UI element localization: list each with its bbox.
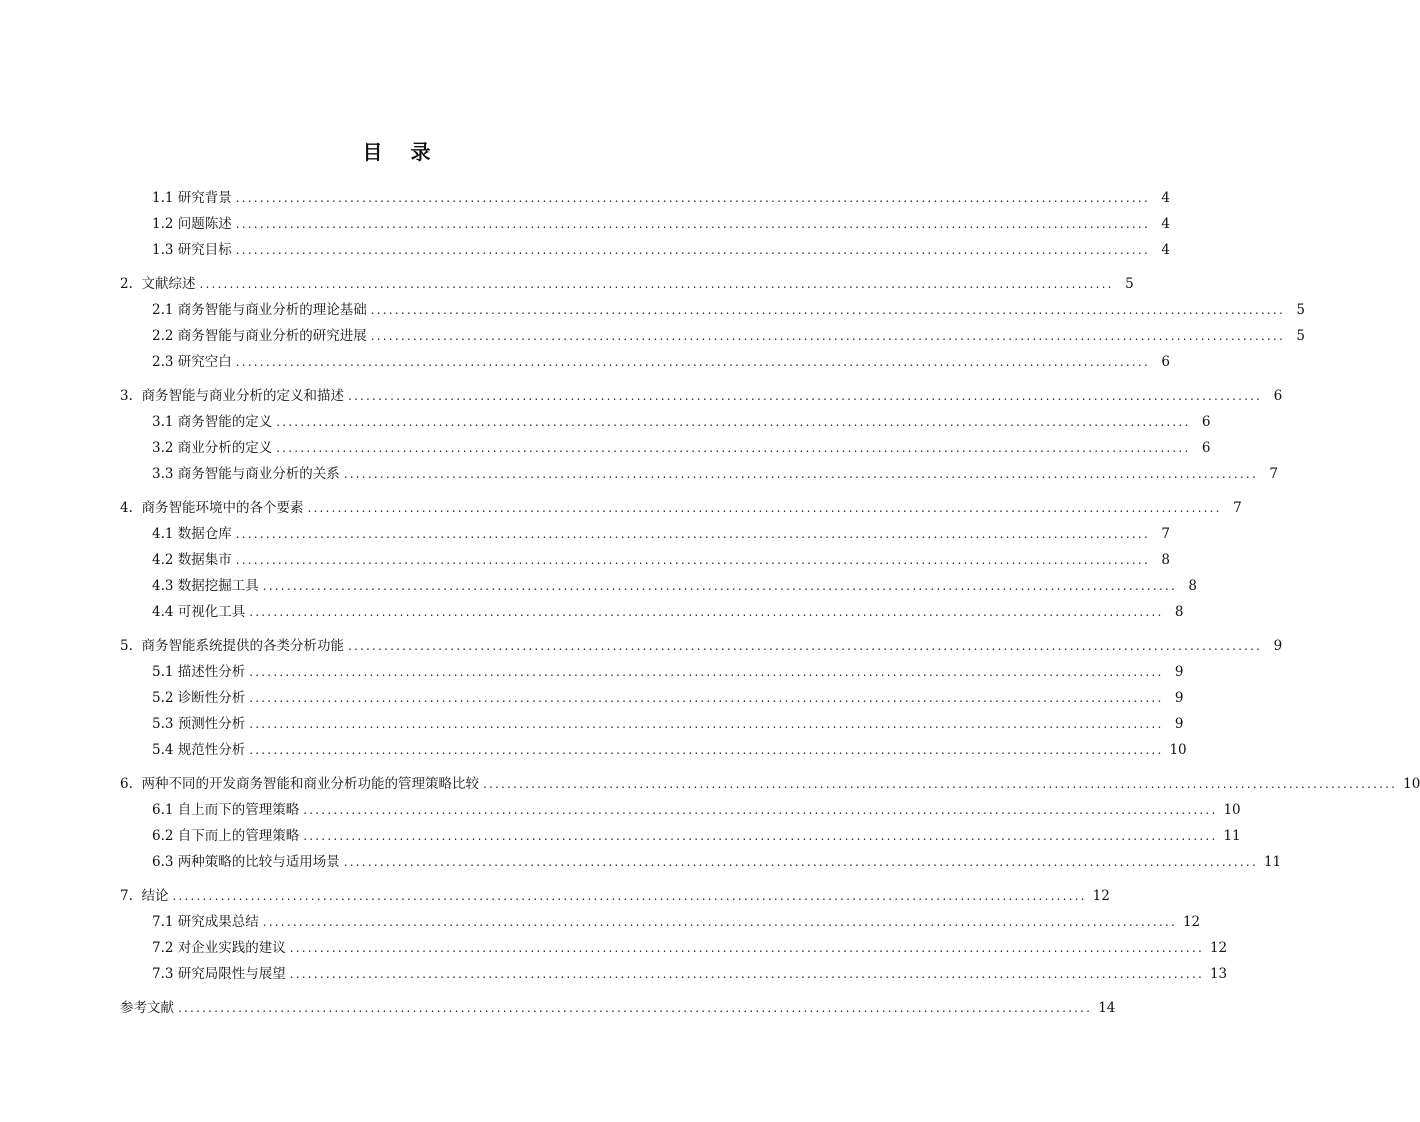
toc-entry-number: 5.1 (152, 664, 178, 680)
toc-section-entry[interactable] (0, 937, 1228, 959)
toc-page-number: 10 (1403, 776, 1420, 792)
toc-section-entry[interactable] (0, 549, 1170, 571)
toc-entry-number: 5.2 (152, 690, 178, 706)
toc-dot-leader: ........................................................................................................................................................ (235, 191, 1150, 205)
toc-dot-leader: ........................................................................................................................................................ (262, 915, 1177, 929)
toc-dot-leader: ........................................................................................................................................................ (347, 639, 1263, 653)
toc-entry-number: 3. (120, 388, 142, 404)
toc-entry-number: 4.4 (152, 604, 178, 620)
toc-chapter-entry[interactable] (0, 635, 1283, 657)
toc-entry-number: 5.3 (152, 716, 178, 732)
toc-entry-number: 5. (120, 638, 142, 654)
toc-entry-line (120, 997, 1116, 1019)
toc-entry-title: 两种策略的比较与适用场景 (177, 854, 340, 870)
toc-entry-number: 7. (120, 888, 142, 904)
toc-entry-line (152, 411, 1211, 433)
toc-entry-line (152, 799, 1241, 821)
toc-chapter-entry[interactable] (0, 497, 1242, 519)
toc-entry-line (152, 325, 1305, 347)
toc-dot-leader: ........................................................................................................................................................ (347, 389, 1263, 403)
toc-section-entry[interactable] (0, 575, 1197, 597)
toc-entry-number: 5.4 (152, 742, 178, 758)
toc-entry-line (120, 635, 1283, 657)
toc-entry-line (152, 351, 1170, 373)
toc-entry-title: 可视化工具 (177, 604, 246, 620)
toc-entry-title: 数据挖掘工具 (177, 578, 259, 594)
toc-dot-leader: ........................................................................................................................................................ (276, 415, 1191, 429)
toc-dot-leader: ........................................................................................................................................................ (199, 277, 1114, 291)
toc-page-number: 12 (1182, 914, 1201, 930)
toc-page-number: 13 (1209, 966, 1228, 982)
toc-entry-number: 4.2 (152, 552, 178, 568)
page-title-part-2: 录 (410, 140, 431, 164)
toc-entry-title: 商务智能与商业分析的定义和描述 (141, 388, 344, 404)
toc-entry-title: 问题陈述 (177, 216, 232, 232)
toc-page-number: 14 (1098, 1000, 1116, 1016)
toc-dot-leader: ........................................................................................................................................................ (178, 1001, 1093, 1015)
toc-entry-title: 自上而下的管理策略 (177, 802, 300, 818)
toc-entry-title: 商务智能与商业分析的研究进展 (177, 328, 367, 344)
toc-dot-leader: ........................................................................................................................................................ (249, 743, 1164, 757)
toc-entry-number: 2.3 (152, 354, 178, 370)
toc-entry-number: 3.1 (152, 414, 178, 430)
toc-entry-line (152, 963, 1228, 985)
toc-section-entry[interactable] (0, 213, 1170, 235)
toc-entry-number: 6.1 (152, 802, 178, 818)
toc-entry-line (120, 885, 1110, 907)
toc-dot-leader: ........................................................................................................................................................ (482, 777, 1398, 791)
toc-page-number: 4 (1161, 216, 1170, 232)
toc-entry-title: 数据仓库 (177, 526, 232, 542)
toc-dot-leader: ........................................................................................................................................................ (276, 441, 1191, 455)
toc-entry-number: 4. (120, 500, 142, 516)
toc-entry-line (152, 601, 1184, 623)
toc-section-entry[interactable] (0, 739, 1187, 761)
toc-entry-number: 4.1 (152, 526, 178, 542)
toc-page-number: 6 (1201, 414, 1211, 430)
toc-entry-title: 两种不同的开发商务智能和商业分析功能的管理策略比较 (141, 776, 479, 792)
toc-page-number: 11 (1223, 828, 1241, 844)
toc-entry-title: 描述性分析 (177, 664, 246, 680)
toc-dot-leader: ........................................................................................................................................................ (235, 355, 1150, 369)
toc-section-entry[interactable] (0, 325, 1305, 347)
toc-entry-title: 商务智能的定义 (177, 414, 273, 430)
toc-entry-number: 7.1 (152, 914, 178, 930)
toc-page-number: 7 (1233, 500, 1242, 516)
toc-section-entry[interactable] (0, 299, 1305, 321)
toc-entry-line (152, 549, 1170, 571)
toc-entry-line (152, 299, 1305, 321)
toc-entry-line (120, 385, 1283, 407)
toc-page-number: 8 (1188, 578, 1197, 594)
toc-dot-leader: ........................................................................................................................................................ (235, 553, 1150, 567)
toc-page-number: 9 (1174, 716, 1184, 732)
toc-page-number: 5 (1296, 302, 1305, 318)
toc-entry-line (152, 937, 1228, 959)
toc-dot-leader: ........................................................................................................................................................ (289, 941, 1204, 955)
toc-entry-number: 2. (120, 276, 142, 292)
toc-section-entry[interactable] (0, 825, 1241, 847)
toc-dot-leader: ........................................................................................................................................................ (289, 967, 1204, 981)
toc-page-number: 12 (1092, 888, 1110, 904)
toc-section-entry[interactable] (0, 661, 1184, 683)
toc-dot-leader: ........................................................................................................................................................ (343, 467, 1258, 481)
toc-entry-line (120, 773, 1420, 795)
toc-entry-line (152, 825, 1241, 847)
toc-entry-title: 诊断性分析 (177, 690, 246, 706)
toc-section-entry[interactable] (0, 351, 1170, 373)
toc-entry-line (152, 739, 1187, 761)
toc-entry-number: 1.3 (152, 242, 178, 258)
toc-page-number: 8 (1174, 604, 1184, 620)
toc-entry-title: 研究成果总结 (177, 914, 259, 930)
toc-section-entry[interactable] (0, 601, 1184, 623)
toc-page-number: 11 (1263, 854, 1282, 870)
toc-entry-title: 商务智能环境中的各个要素 (141, 500, 304, 516)
toc-dot-leader: ........................................................................................................................................................ (262, 579, 1177, 593)
toc-entry-title: 研究目标 (177, 242, 232, 258)
toc-entry-number: 6.3 (152, 854, 178, 870)
toc-entry-line (152, 239, 1170, 261)
toc-chapter-entry[interactable] (0, 773, 1420, 795)
toc-section-entry[interactable] (0, 687, 1184, 709)
toc-entry-number: 6. (120, 776, 142, 792)
toc-entry-title: 对企业实践的建议 (177, 940, 286, 956)
toc-entry-title: 数据集市 (177, 552, 232, 568)
toc-dot-leader: ........................................................................................................................................................ (307, 501, 1222, 515)
toc-entry-title: 商务智能系统提供的各类分析功能 (141, 638, 344, 654)
toc-section-entry[interactable] (0, 911, 1201, 933)
toc-dot-leader: ........................................................................................................................................................ (303, 829, 1218, 843)
toc-entry-title: 商务智能与商业分析的关系 (177, 466, 340, 482)
toc-dot-leader: ........................................................................................................................................................ (249, 605, 1164, 619)
toc-dot-leader: ........................................................................................................................................................ (249, 665, 1164, 679)
toc-section-entry[interactable] (0, 713, 1184, 735)
toc-entry-line (152, 661, 1184, 683)
toc-page-number: 6 (1161, 354, 1170, 370)
toc-page-number: 12 (1209, 940, 1228, 956)
toc-entry-line (152, 713, 1184, 735)
toc-entry-title: 结论 (141, 888, 169, 904)
toc-entry-line (152, 523, 1170, 545)
toc-chapter-entry[interactable] (0, 385, 1283, 407)
toc-entry-title: 文献综述 (141, 276, 196, 292)
toc-entry-line (152, 463, 1278, 485)
toc-page-number: 10 (1169, 742, 1187, 758)
toc-section-entry[interactable] (0, 187, 1170, 209)
toc-page-number: 7 (1269, 466, 1278, 482)
toc-entry-title: 商务智能与商业分析的理论基础 (177, 302, 367, 318)
toc-page-number: 10 (1223, 802, 1241, 818)
toc-chapter-entry[interactable] (0, 885, 1110, 907)
toc-page-number: 6 (1201, 440, 1211, 456)
toc-dot-leader: ........................................................................................................................................................ (370, 329, 1285, 343)
toc-entry-references[interactable] (0, 997, 1116, 1019)
toc-entry-number: 2.2 (152, 328, 178, 344)
toc-dot-leader: ........................................................................................................................................................ (172, 889, 1087, 903)
toc-dot-leader: ........................................................................................................................................................ (235, 243, 1150, 257)
toc-section-entry[interactable] (0, 523, 1170, 545)
toc-entry-number: 4.3 (152, 578, 178, 594)
toc-entry-title: 自下而上的管理策略 (177, 828, 300, 844)
toc-section-entry[interactable] (0, 463, 1278, 485)
toc-dot-leader: ........................................................................................................................................................ (303, 803, 1218, 817)
toc-page-number: 9 (1174, 690, 1184, 706)
toc-entry-title: 商业分析的定义 (177, 440, 273, 456)
toc-entry-line (152, 911, 1201, 933)
toc-dot-leader: ........................................................................................................................................................ (235, 527, 1150, 541)
toc-entry-number: 7.2 (152, 940, 178, 956)
toc-page-number: 4 (1161, 190, 1170, 206)
toc-entry-title: 参考文献 (120, 1000, 174, 1016)
toc-entry-line (152, 187, 1170, 209)
toc-dot-leader: ........................................................................................................................................................ (249, 717, 1164, 731)
toc-entry-number: 1.2 (152, 216, 178, 232)
toc-page-number: 4 (1161, 242, 1170, 258)
toc-section-entry[interactable] (0, 437, 1211, 459)
toc-dot-leader: ........................................................................................................................................................ (343, 855, 1258, 869)
toc-page-number: 9 (1273, 638, 1283, 654)
toc-entry-number: 3.3 (152, 466, 178, 482)
toc-section-entry[interactable] (0, 851, 1282, 873)
toc-entry-title: 研究背景 (177, 190, 232, 206)
toc-entry-number: 1.1 (152, 190, 178, 206)
toc-entry-title: 研究空白 (177, 354, 232, 370)
toc-page-number: 6 (1273, 388, 1283, 404)
toc-entry-line (120, 273, 1134, 295)
toc-entry-number: 6.2 (152, 828, 178, 844)
toc-entry-number: 2.1 (152, 302, 178, 318)
toc-entry-line (152, 437, 1211, 459)
toc-entry-line (152, 687, 1184, 709)
toc-entry-title: 预测性分析 (177, 716, 246, 732)
toc-page-number: 5 (1125, 276, 1134, 292)
toc-page-number: 8 (1161, 552, 1170, 568)
toc-section-entry[interactable] (0, 963, 1228, 985)
toc-entry-line (152, 213, 1170, 235)
toc-entry-title: 研究局限性与展望 (177, 966, 286, 982)
toc-section-entry[interactable] (0, 239, 1170, 261)
toc-page-number: 5 (1296, 328, 1305, 344)
toc-entry-line (120, 497, 1242, 519)
toc-section-entry[interactable] (0, 411, 1211, 433)
toc-entry-number: 7.3 (152, 966, 178, 982)
toc-page-number: 7 (1161, 526, 1170, 542)
toc-dot-leader: ........................................................................................................................................................ (235, 217, 1150, 231)
toc-page-number: 9 (1174, 664, 1184, 680)
toc-entry-number: 3.2 (152, 440, 178, 456)
toc-dot-leader: ........................................................................................................................................................ (249, 691, 1164, 705)
toc-chapter-entry[interactable] (0, 273, 1134, 295)
page-title-part-1: 目 (362, 140, 383, 164)
toc-section-entry[interactable] (0, 799, 1241, 821)
toc-dot-leader: ........................................................................................................................................................ (370, 303, 1285, 317)
toc-entry-title: 规范性分析 (177, 742, 246, 758)
toc-entry-line (152, 575, 1197, 597)
toc-entry-line (152, 851, 1282, 873)
